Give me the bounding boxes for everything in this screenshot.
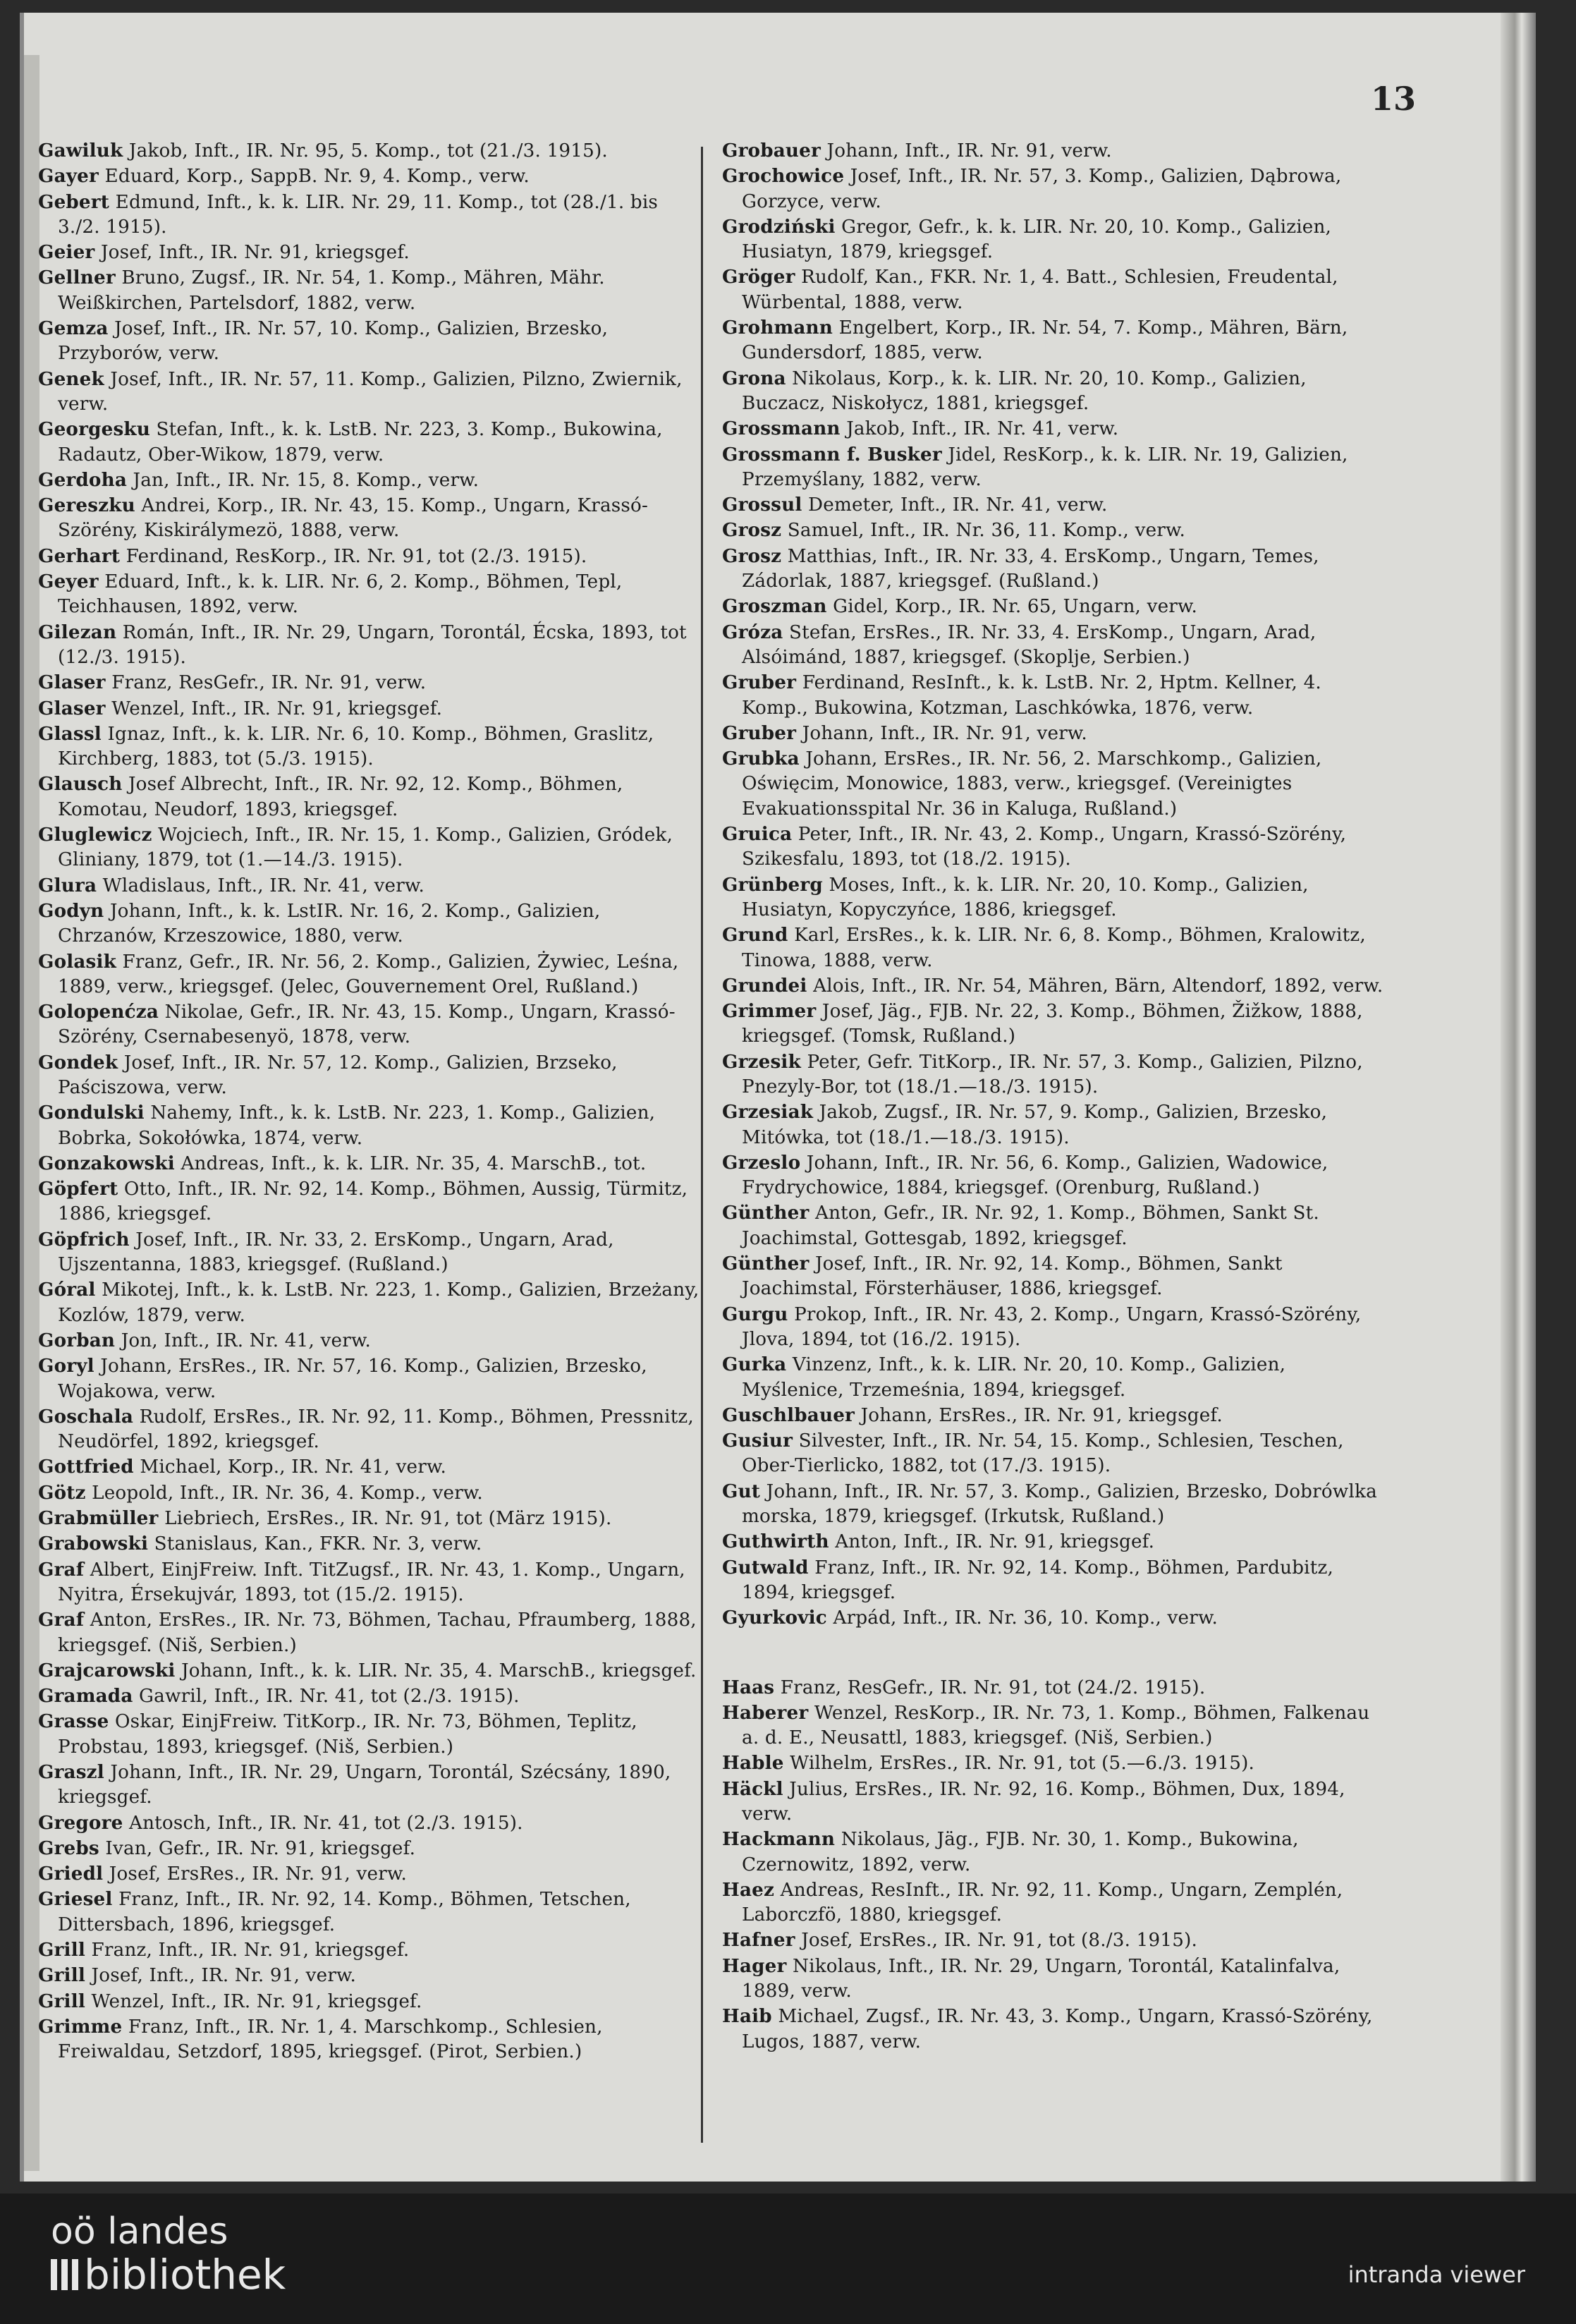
entry-surname: Gerdoha	[38, 468, 128, 491]
entry-surname: Geier	[38, 241, 95, 264]
entry-surname: Hackmann	[722, 1828, 836, 1851]
entry-surname: Glaser	[38, 697, 106, 719]
list-entry	[722, 214, 1385, 265]
list-entry	[38, 1531, 701, 1557]
logo-bars-icon	[51, 2259, 78, 2290]
list-entry	[38, 1404, 701, 1455]
entry-details: Josef, Inft., IR. Nr. 33, 2. ErsKomp., Ungarn, Arad, Ujszentanna, 1883, kriegsgef. (Rußland.)	[58, 1229, 614, 1276]
list-entry	[38, 670, 701, 695]
list-entry	[722, 872, 1385, 923]
entry-surname: Gebert	[38, 190, 110, 213]
list-entry	[722, 492, 1385, 518]
entry-details: Josef Albrecht, Inft., IR. Nr. 92, 12. Komp., Böhmen, Komotau, Neudorf, 1893, kriegsgef.	[58, 774, 623, 820]
entry-surname: Haas	[722, 1676, 775, 1698]
list-entry	[722, 1878, 1385, 1928]
viewer-label[interactable]: intranda viewer	[1348, 2261, 1525, 2288]
entry-surname: Grabowski	[38, 1533, 149, 1555]
list-entry	[722, 2004, 1385, 2055]
entry-details: Josef, Inft., IR. Nr. 57, 3. Komp., Galizien, Dąbrowa, Gorzyce, verw.	[742, 166, 1342, 212]
entry-details: Engelbert, Korp., IR. Nr. 54, 7. Komp., Mähren, Bärn, Gundersdorf, 1885, verw.	[742, 317, 1348, 364]
entry-details: Leopold, Inft., IR. Nr. 36, 4. Komp., verw.	[92, 1482, 483, 1504]
page-edge-left	[24, 55, 39, 2171]
list-entry	[722, 1827, 1385, 1878]
entry-surname: Grochowice	[722, 165, 845, 188]
entry-surname: Gondulski	[38, 1102, 145, 1124]
list-entry	[38, 1151, 701, 1176]
list-entry	[38, 1836, 701, 1861]
list-entry	[722, 1428, 1385, 1479]
entry-details: Johann, Inft., IR. Nr. 91, verw.	[826, 140, 1112, 162]
list-entry	[722, 1403, 1385, 1428]
entry-details: Prokop, Inft., IR. Nr. 43, 2. Komp., Ungarn, Krassó-Szörény, Jlova, 1894, tot (16./2. 1915).	[742, 1303, 1362, 1350]
entry-details: Josef, Inft., IR. Nr. 91, kriegsgef.	[100, 242, 410, 264]
entry-surname: Grona	[722, 367, 786, 389]
entry-surname: Grabmüller	[38, 1507, 159, 1530]
entry-details: Andreas, ResInft., IR. Nr. 92, 11. Komp., Ungarn, Zemplén, Laborczfö, 1880, kriegsgef.	[742, 1879, 1343, 1926]
entry-details: Johann, Inft., IR. Nr. 57, 3. Komp., Galizien, Brzesko, Dobrówlka morska, 1879, kriegsgef. (Irkutsk, Rußland.)	[742, 1480, 1377, 1528]
entry-surname: Grosz	[722, 545, 782, 567]
list-entry	[722, 1777, 1385, 1827]
entry-surname: Gondek	[38, 1051, 118, 1073]
entry-details: Andreas, Inft., k. k. LIR. Nr. 35, 4. MarschB., tot.	[181, 1152, 647, 1174]
entry-details: Wladislaus, Inft., IR. Nr. 41, verw.	[102, 875, 425, 896]
list-entry	[722, 620, 1385, 671]
list-entry	[38, 468, 701, 493]
entry-surname: Gyurkovic	[722, 1607, 827, 1629]
list-entry	[38, 1353, 701, 1404]
entry-surname: Godyn	[38, 899, 104, 922]
entry-details: Johann, ErsRes., IR. Nr. 57, 16. Komp., Galizien, Brzesko, Wojakowa, verw.	[58, 1356, 647, 1402]
list-entry	[38, 164, 701, 189]
entry-surname: Hafner	[722, 1929, 795, 1952]
column-divider	[701, 147, 703, 2143]
list-entry	[722, 1100, 1385, 1150]
entry-surname: Guthwirth	[722, 1531, 829, 1553]
list-entry	[38, 493, 701, 544]
entry-surname: Gurka	[722, 1353, 787, 1376]
entry-surname: Gruber	[722, 722, 797, 744]
entry-surname: Gereszku	[38, 494, 135, 517]
logo-line2: bibliothek	[84, 2251, 286, 2299]
entry-details: Wenzel, Inft., IR. Nr. 91, kriegsgef.	[91, 1990, 422, 2012]
entry-details: Nikolaus, Korp., k. k. LIR. Nr. 20, 10. Komp., Galizien, Buczacz, Niskołycz, 1881, kriegsgef.	[742, 367, 1307, 414]
list-entry	[38, 1480, 701, 1506]
entry-surname: Graszl	[38, 1761, 104, 1783]
entry-details: Wenzel, Inft., IR. Nr. 91, kriegsgef.	[111, 698, 443, 719]
entry-details: Johann, Inft., IR. Nr. 56, 6. Komp., Galizien, Wadowice, Frydrychowice, 1884, kriegsgef. (Orenburg, Rußland.)	[742, 1152, 1328, 1199]
list-entry	[722, 923, 1385, 973]
entry-details: Silvester, Inft., IR. Nr. 54, 15. Komp., Schlesien, Teschen, Ober-Tierlicko, 1882, tot (17./3. 1915).	[742, 1430, 1344, 1477]
entry-details: Edmund, Inft., k. k. LIR. Nr. 29, 11. Komp., tot (28./1. bis 3./2. 1915).	[58, 191, 659, 238]
list-entry	[38, 240, 701, 265]
entry-details: Stefan, ErsRes., IR. Nr. 33, 4. ErsKomp., Ungarn, Arad, Alsóimánd, 1887, kriegsgef. (Skoplje, Serbien.)	[742, 621, 1317, 668]
entry-surname: Grobauer	[722, 140, 821, 162]
entry-details: Ignaz, Inft., k. k. LIR. Nr. 6, 10. Komp., Böhmen, Graslitz, Kirchberg, 1883, tot (5./3. 1915).	[58, 723, 654, 770]
list-entry	[722, 1701, 1385, 1751]
entry-details: Nikolae, Gefr., IR. Nr. 43, 15. Komp., Ungarn, Krassó-Szörény, Csernabesenyö, 1878, verw.	[58, 1002, 676, 1048]
list-entry	[722, 1200, 1385, 1251]
list-entry	[38, 1963, 701, 1988]
list-entry	[38, 367, 701, 418]
entry-details: Stefan, Inft., k. k. LstB. Nr. 223, 3. Komp., Bukowina, Radautz, Ober-Wikow, 1879, verw.	[58, 419, 663, 466]
list-entry	[38, 1100, 701, 1151]
entry-surname: Hable	[722, 1752, 784, 1775]
entry-details: Liebriech, ErsRes., IR. Nr. 91, tot (März 1915).	[164, 1508, 612, 1530]
entry-surname: Grossmann f. Busker	[722, 443, 942, 466]
entry-details: Albert, EinjFreiw. Inft. TitZugsf., IR. Nr. 43, 1. Komp., Ungarn, Nyitra, Érsekujvár, 1893, tot (15./2. 1915).	[58, 1559, 685, 1605]
entry-details: Jan, Inft., IR. Nr. 15, 8. Komp., verw.	[133, 469, 479, 491]
list-entry	[38, 1277, 701, 1328]
entry-details: Mikotej, Inft., k. k. LstB. Nr. 223, 1. Komp., Galizien, Brzeżany, Kozlów, 1879, verw.	[58, 1279, 700, 1326]
entry-details: Johann, ErsRes., IR. Nr. 91, kriegsgef.	[860, 1404, 1223, 1426]
list-entry	[722, 315, 1385, 366]
list-entry	[38, 417, 701, 468]
entry-details: Michael, Zugsf., IR. Nr. 43, 3. Komp., Ungarn, Krassó-Szörény, Lugos, 1887, verw.	[742, 2006, 1373, 2052]
list-entry	[722, 1050, 1385, 1100]
list-entry	[38, 1658, 701, 1684]
entry-surname: Guschlbauer	[722, 1404, 855, 1426]
entry-details: Eduard, Inft., k. k. LIR. Nr. 6, 2. Komp., Böhmen, Tepl, Teichhausen, 1892, verw.	[58, 571, 623, 618]
entry-details: Johann, Inft., IR. Nr. 29, Ungarn, Torontál, Szécsány, 1890, kriegsgef.	[58, 1762, 671, 1808]
entry-surname: Góral	[38, 1279, 96, 1301]
entry-surname: Grubka	[722, 748, 800, 770]
entry-surname: Grzesiak	[722, 1101, 814, 1124]
entry-details: Jakob, Zugsf., IR. Nr. 57, 9. Komp., Galizien, Brzesko, Mitówka, tot (18./1.—18./3. 1915).	[742, 1102, 1328, 1148]
list-entry	[38, 1050, 701, 1101]
entry-surname: Griedl	[38, 1863, 104, 1885]
list-entry	[38, 949, 701, 1000]
entry-surname: Gerhart	[38, 545, 121, 567]
entry-details: Peter, Inft., IR. Nr. 43, 2. Komp., Ungarn, Krassó-Szörény, Szikesfalu, 1893, tot (18./2. 1915).	[742, 824, 1347, 870]
entry-details: Josef, Inft., IR. Nr. 57, 10. Komp., Galizien, Brzesko, Przyborów, verw.	[58, 318, 609, 365]
entry-details: Peter, Gefr. TitKorp., IR. Nr. 57, 3. Komp., Galizien, Pilzno, Pnezyly-Bor, tot (18./1.—18./3. 1915).	[742, 1051, 1363, 1097]
entry-details: Franz, ResGefr., IR. Nr. 91, verw.	[111, 672, 427, 694]
list-entry	[38, 1861, 701, 1887]
entry-details: Jakob, Inft., IR. Nr. 95, 5. Komp., tot (21./3. 1915).	[128, 140, 608, 162]
entry-surname: Gröger	[722, 266, 795, 288]
entry-details: Franz, Inft., IR. Nr. 92, 14. Komp., Böhmen, Tetschen, Dittersbach, 1896, kriegsgef.	[58, 1889, 631, 1935]
list-entry	[722, 594, 1385, 619]
entry-surname: Glausch	[38, 773, 123, 796]
list-entry	[722, 442, 1385, 493]
entry-details: Nikolaus, Jäg., FJB. Nr. 30, 1. Komp., Bukowina, Czernowitz, 1892, verw.	[742, 1829, 1299, 1875]
entry-surname: Grimme	[38, 2015, 123, 2038]
entry-details: Karl, ErsRes., k. k. LIR. Nr. 6, 8. Komp., Böhmen, Kralowitz, Tinowa, 1888, verw.	[742, 925, 1366, 971]
entry-surname: Gayer	[38, 165, 99, 188]
entry-details: Jidel, ResKorp., k. k. LIR. Nr. 19, Galizien, Przemyślany, 1882, verw.	[742, 444, 1348, 490]
entry-surname: Grünberg	[722, 873, 823, 896]
entry-details: Samuel, Inft., IR. Nr. 36, 11. Komp., verw.	[787, 520, 1186, 542]
entry-details: Josef, Inft., IR. Nr. 57, 11. Komp., Galizien, Pilzno, Zwiernik, verw.	[58, 368, 683, 415]
entry-details: Wenzel, ResKorp., IR. Nr. 73, 1. Komp., Böhmen, Falkenau a. d. E., Neusattl, 1883, kriegsgef. (Niš, Serbien.)	[742, 1702, 1370, 1749]
entry-surname: Gusiur	[722, 1430, 793, 1452]
list-entry	[722, 1675, 1385, 1701]
entry-surname: Golasik	[38, 950, 116, 973]
list-entry	[38, 873, 701, 899]
entry-details: Franz, Inft., IR. Nr. 92, 14. Komp., Böhmen, Pardubitz, 1894, kriegsgef.	[742, 1557, 1333, 1603]
entry-details: Josef, Inft., IR. Nr. 57, 12. Komp., Galizien, Brzseko, Paściszowa, verw.	[58, 1052, 618, 1098]
list-entry	[722, 366, 1385, 417]
entry-surname: Göpfrich	[38, 1228, 130, 1251]
entry-details: Josef, Jäg., FJB. Nr. 22, 3. Komp., Böhmen, Žižkow, 1888, kriegsgef. (Tomsk, Rußland.)	[742, 1001, 1363, 1047]
entry-details: Josef, ErsRes., IR. Nr. 91, tot (8./3. 1915).	[801, 1930, 1198, 1952]
entry-surname: Geyer	[38, 571, 99, 593]
entry-surname: Grund	[722, 924, 788, 947]
entry-details: Moses, Inft., k. k. LIR. Nr. 20, 10. Komp., Galizien, Husiatyn, Kopyczyńce, 1886, kriegsgef.	[742, 874, 1309, 920]
list-entry	[38, 1454, 701, 1480]
list-entry	[38, 569, 701, 620]
section-gap	[722, 1631, 1385, 1675]
entry-details: Antosch, Inft., IR. Nr. 41, tot (2./3. 1915).	[129, 1812, 523, 1834]
list-entry	[38, 1227, 701, 1278]
entry-surname: Haberer	[722, 1701, 809, 1724]
entry-surname: Golopenćza	[38, 1001, 159, 1023]
logo-line2-wrap	[51, 2252, 286, 2297]
entry-surname: Glaser	[38, 671, 106, 694]
entry-surname: Graf	[38, 1609, 85, 1631]
list-entry	[722, 264, 1385, 315]
entry-details: Nahemy, Inft., k. k. LstB. Nr. 223, 1. Komp., Galizien, Bobrka, Sokołówka, 1874, verw.	[58, 1102, 656, 1149]
entry-surname: Glassl	[38, 722, 102, 745]
entry-details: Román, Inft., IR. Nr. 29, Ungarn, Torontál, Écska, 1893, tot (12./3. 1915).	[58, 621, 687, 668]
entry-details: Demeter, Inft., IR. Nr. 41, verw.	[808, 494, 1108, 516]
entry-surname: Grimmer	[722, 1000, 817, 1023]
logo-line1: oö landes	[51, 2210, 228, 2253]
entry-details: Ivan, Gefr., IR. Nr. 91, kriegsgef.	[105, 1837, 416, 1859]
list-entry	[722, 822, 1385, 872]
list-entry	[722, 1251, 1385, 1302]
page-edge-right	[1501, 13, 1536, 2182]
list-entry	[722, 1302, 1385, 1353]
entry-surname: Grill	[38, 1964, 86, 1987]
list-entry	[722, 973, 1385, 999]
list-entry	[38, 1557, 701, 1608]
document-page	[20, 13, 1536, 2182]
entry-details: Franz, Gefr., IR. Nr. 56, 2. Komp., Galizien, Żywiec, Leśna, 1889, verw., kriegsgef. (Jelec, Gouvernement Orel, Rußland.)	[58, 951, 679, 997]
entry-surname: Günther	[722, 1253, 810, 1275]
entry-surname: Gutwald	[722, 1556, 809, 1578]
entry-details: Johann, Inft., k. k. LstIR. Nr. 16, 2. Komp., Galizien, Chrzanów, Krzeszowice, 1880, verw.	[58, 900, 601, 947]
entry-details: Nikolaus, Inft., IR. Nr. 29, Ungarn, Torontál, Katalinfalva, 1889, verw.	[742, 1955, 1340, 2002]
entry-details: Julius, ErsRes., IR. Nr. 92, 16. Komp., Böhmen, Dux, 1894, verw.	[742, 1778, 1345, 1825]
page-number: 13	[1371, 80, 1417, 118]
list-entry	[722, 1529, 1385, 1555]
list-entry	[722, 1555, 1385, 1606]
list-entry	[38, 999, 701, 1050]
entry-surname: Hager	[722, 1954, 787, 1977]
entry-details: Rudolf, ErsRes., IR. Nr. 92, 11. Komp., Böhmen, Pressnitz, Neudörfel, 1892, kriegsgef.	[58, 1406, 694, 1453]
entry-details: Michael, Korp., IR. Nr. 41, verw.	[140, 1456, 447, 1478]
entry-surname: Grasse	[38, 1710, 109, 1733]
entry-surname: Gregore	[38, 1811, 123, 1834]
entry-surname: Gruica	[722, 823, 793, 846]
list-entry	[722, 721, 1385, 746]
list-entry	[722, 544, 1385, 595]
list-entry	[722, 670, 1385, 721]
entry-details: Gidel, Korp., IR. Nr. 65, Ungarn, verw.	[833, 596, 1198, 618]
entry-surname: Gellner	[38, 267, 116, 289]
entry-details: Rudolf, Kan., FKR. Nr. 1, 4. Batt., Schlesien, Freudental, Würbental, 1888, verw.	[742, 267, 1338, 313]
list-entry	[38, 1328, 701, 1353]
library-logo[interactable]	[51, 2211, 286, 2297]
entry-details: Franz, ResGefr., IR. Nr. 91, tot (24./2. 1915).	[780, 1677, 1206, 1698]
entry-details: Ferdinand, ResInft., k. k. LstB. Nr. 2, Hptm. Kellner, 4. Komp., Bukowina, Kotzman, Laschkówka, 1876, verw.	[742, 672, 1321, 719]
entry-surname: Gemza	[38, 317, 109, 340]
list-entry	[38, 2014, 701, 2065]
list-entry	[38, 620, 701, 671]
entry-surname: Grundei	[722, 974, 807, 997]
list-entry	[38, 1937, 701, 1963]
entry-surname: Gawiluk	[38, 140, 123, 162]
entry-surname: Gorban	[38, 1329, 116, 1351]
list-entry	[722, 999, 1385, 1050]
list-entry	[38, 1989, 701, 2014]
list-entry	[722, 164, 1385, 214]
entry-surname: Gramada	[38, 1685, 133, 1708]
entry-surname: Griesel	[38, 1888, 113, 1911]
entry-details: Otto, Inft., IR. Nr. 92, 14. Komp., Böhmen, Aussig, Türmitz, 1886, kriegsgef.	[58, 1179, 688, 1225]
left-column	[38, 138, 701, 2065]
entry-surname: Grossmann	[722, 418, 841, 440]
entry-surname: Gurgu	[722, 1303, 788, 1325]
entry-details: Eduard, Korp., SappB. Nr. 9, 4. Komp., verw.	[104, 166, 530, 188]
entry-surname: Genek	[38, 367, 104, 390]
entry-surname: Günther	[722, 1202, 810, 1224]
list-entry	[38, 190, 701, 241]
entry-surname: Gruber	[722, 671, 797, 694]
entry-surname: Georgesku	[38, 418, 150, 441]
entry-details: Johann, Inft., IR. Nr. 91, verw.	[802, 722, 1087, 744]
list-entry	[38, 1506, 701, 1531]
entry-surname: Gluglewicz	[38, 824, 152, 846]
list-entry	[722, 1954, 1385, 2004]
list-entry	[38, 772, 701, 822]
list-entry	[38, 1684, 701, 1709]
entry-details: Josef, Inft., IR. Nr. 91, verw.	[91, 1965, 357, 1987]
list-entry	[38, 1760, 701, 1811]
entry-details: Franz, Inft., IR. Nr. 91, kriegsgef.	[91, 1940, 410, 1961]
entry-surname: Grzeslo	[722, 1151, 801, 1174]
entry-surname: Grosz	[722, 519, 782, 542]
entry-surname: Grodziński	[722, 215, 836, 238]
entry-surname: Gróza	[722, 621, 783, 643]
entry-details: Johann, ErsRes., IR. Nr. 56, 2. Marschkomp., Galizien, Oświęcim, Monowice, 1883, verw., kriegsgef. (Vereinigtes Evakuationsspital Nr. 36 in Kaluga, Rußland.)	[742, 748, 1322, 820]
entry-details: Alois, Inft., IR. Nr. 54, Mähren, Bärn, Altendorf, 1892, verw.	[813, 975, 1383, 997]
entry-surname: Haib	[722, 2005, 772, 2028]
entry-details: Anton, ErsRes., IR. Nr. 73, Böhmen, Tachau, Pfraumberg, 1888, kriegsgef. (Niš, Serbien.)	[58, 1610, 697, 1656]
list-entry	[38, 696, 701, 722]
right-column	[722, 138, 1385, 2055]
entry-surname: Goschala	[38, 1405, 134, 1428]
entry-surname: Graf	[38, 1558, 85, 1581]
entry-details: Arpád, Inft., IR. Nr. 36, 10. Komp., verw.	[833, 1607, 1218, 1629]
entry-details: Franz, Inft., IR. Nr. 1, 4. Marschkomp., Schlesien, Freiwaldau, Setzdorf, 1895, kriegsgef. (Pirot, Serbien.)	[58, 2016, 603, 2063]
list-entry	[722, 1352, 1385, 1403]
entry-details: Matthias, Inft., IR. Nr. 33, 4. ErsKomp., Ungarn, Temes, Zádorlak, 1887, kriegsgef. (Rußland.)	[742, 545, 1319, 592]
entry-surname: Gilezan	[38, 621, 117, 643]
list-entry	[722, 746, 1385, 822]
entry-surname: Glura	[38, 874, 97, 896]
entry-surname: Grill	[38, 1990, 86, 2012]
entry-details: Josef, ErsRes., IR. Nr. 91, verw.	[109, 1863, 407, 1885]
entry-details: Wilhelm, ErsRes., IR. Nr. 91, tot (5.—6./3. 1915).	[790, 1753, 1255, 1775]
list-entry	[38, 1176, 701, 1227]
list-entry	[722, 1928, 1385, 1953]
list-entry	[722, 1605, 1385, 1631]
list-entry	[722, 518, 1385, 543]
list-entry	[38, 722, 701, 772]
entry-surname: Gottfried	[38, 1456, 134, 1478]
entry-details: Gregor, Gefr., k. k. LIR. Nr. 20, 10. Komp., Galizien, Husiatyn, 1879, kriegsgef.	[742, 216, 1332, 263]
list-entry	[38, 265, 701, 316]
entry-surname: Grebs	[38, 1837, 99, 1859]
entry-surname: Goryl	[38, 1355, 94, 1377]
entry-details: Anton, Gefr., IR. Nr. 92, 1. Komp., Böhmen, Sankt St. Joachimstal, Gottesgab, 1892, kriegsgef.	[742, 1203, 1319, 1249]
entry-details: Ferdinand, ResKorp., IR. Nr. 91, tot (2./3. 1915).	[126, 545, 587, 567]
list-entry	[38, 1607, 701, 1658]
list-entry	[38, 1709, 701, 1760]
entry-details: Oskar, EinjFreiw. TitKorp., IR. Nr. 73, Böhmen, Teplitz, Probstau, 1893, kriegsgef. (Niš, Serbien.)	[58, 1711, 637, 1758]
list-entry	[38, 1811, 701, 1836]
entry-details: Wojciech, Inft., IR. Nr. 15, 1. Komp., Galizien, Gródek, Gliniany, 1879, tot (1.—14./3. 1915).	[58, 825, 673, 871]
list-entry	[38, 544, 701, 569]
entry-surname: Grossul	[722, 494, 802, 516]
entry-surname: Göpfert	[38, 1178, 118, 1200]
entry-details: Johann, Inft., k. k. LIR. Nr. 35, 4. MarschB., kriegsgef.	[181, 1660, 697, 1681]
list-entry	[722, 416, 1385, 442]
list-entry	[722, 1479, 1385, 1530]
entry-surname: Groszman	[722, 595, 827, 618]
entry-surname: Grajcarowski	[38, 1659, 176, 1681]
entry-details: Jakob, Inft., IR. Nr. 41, verw.	[846, 418, 1119, 440]
entry-details: Jon, Inft., IR. Nr. 41, verw.	[121, 1330, 371, 1351]
entry-details: Bruno, Zugsf., IR. Nr. 54, 1. Komp., Mähren, Mähr. Weißkirchen, Partelsdorf, 1882, verw.	[58, 267, 605, 314]
entry-details: Gawril, Inft., IR. Nr. 41, tot (2./3. 1915).	[139, 1686, 520, 1708]
entry-surname: Grohmann	[722, 317, 833, 339]
viewer-footer	[0, 2194, 1576, 2324]
list-entry	[722, 1751, 1385, 1776]
entry-surname: Häckl	[722, 1777, 783, 1800]
list-entry	[38, 899, 701, 949]
entry-details: Vinzenz, Inft., k. k. LIR. Nr. 20, 10. Komp., Galizien, Myślenice, Trzemeśnia, 1894, kriegsgef.	[742, 1354, 1286, 1401]
entry-surname: Grzesik	[722, 1050, 801, 1073]
entry-surname: Gonzakowski	[38, 1152, 175, 1174]
entry-surname: Gut	[722, 1480, 761, 1502]
entry-details: Anton, Inft., IR. Nr. 91, kriegsgef.	[835, 1531, 1155, 1553]
entry-details: Stanislaus, Kan., FKR. Nr. 3, verw.	[154, 1533, 482, 1555]
list-entry	[38, 822, 701, 873]
list-entry	[722, 1150, 1385, 1201]
entry-surname: Grill	[38, 1939, 86, 1961]
list-entry	[722, 138, 1385, 164]
entry-details: Andrei, Korp., IR. Nr. 43, 15. Komp., Ungarn, Krassó-Szörény, Kiskirálymezö, 1888, verw.	[58, 495, 649, 542]
list-entry	[38, 1887, 701, 1937]
list-entry	[38, 138, 701, 164]
list-entry	[38, 316, 701, 367]
entry-surname: Haez	[722, 1878, 775, 1901]
entry-details: Josef, Inft., IR. Nr. 92, 14. Komp., Böhmen, Sankt Joachimstal, Försterhäuser, 1886, kriegsgef.	[742, 1253, 1283, 1300]
entry-surname: Götz	[38, 1481, 86, 1504]
